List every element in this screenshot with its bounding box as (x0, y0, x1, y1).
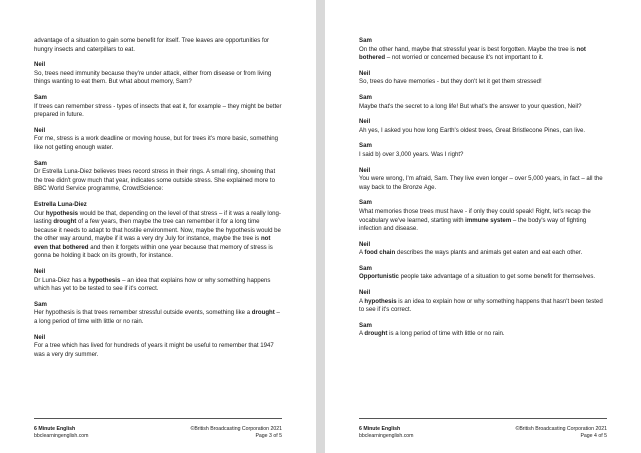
speaker-name: Neil (359, 118, 371, 126)
dialogue-text (34, 37, 282, 54)
text-run: – the body's way of fighting infection and disease. (359, 216, 587, 233)
vocabulary-term: food chain (364, 249, 396, 257)
dialogue-block (359, 289, 607, 315)
dialogue-block (34, 94, 282, 120)
speaker-name: Neil (34, 61, 46, 69)
speaker-name: Neil (359, 69, 371, 77)
vocabulary-term: immune system (465, 216, 512, 224)
vocabulary-term: drought (251, 309, 275, 317)
dialogue-block (34, 201, 282, 261)
speaker-name: Sam (359, 93, 372, 101)
dialogue-block (359, 118, 607, 135)
text-run: is an idea to explain how or why something happens that hasn't been tested to see if it's correct. (359, 297, 603, 314)
footer-copyright: ©British Broadcasting Corporation 2021 (190, 426, 282, 432)
text-run: If trees can remember stress - types of insects that eat it, for example – they might be better prepared in future. (34, 102, 282, 119)
speaker-name: Sam (359, 321, 372, 329)
dialogue-text (359, 208, 607, 234)
text-run: I said b) over 3,000 years. Was I right? (359, 150, 464, 158)
speaker-name: Estrella Luna-Diez (34, 200, 87, 208)
text-run: would be that, depending on the level of that stress – if it was a really long-lasting (34, 209, 281, 226)
dialogue-block (359, 167, 607, 193)
dialogue-text (359, 46, 607, 63)
vocabulary-term: hypothesis (364, 297, 397, 305)
text-run: Her hypothesis is that trees remember stressful outside events, something like a (34, 309, 252, 317)
dialogue-text (34, 103, 282, 120)
text-run: Dr Luna-Diez has a (34, 276, 89, 284)
speaker-name: Sam (359, 199, 372, 207)
speaker-name: Neil (34, 333, 46, 341)
text-run: – not worried or concerned because it's not important to it. (385, 54, 544, 62)
speaker-name: Neil (359, 240, 371, 248)
footer-site: bbclearningenglish.com (359, 433, 414, 439)
dialogue-block (34, 37, 282, 54)
dialogue-block (359, 322, 607, 339)
dialogue-text (34, 277, 282, 294)
dialogue-text (359, 151, 607, 160)
speaker-name: Neil (359, 166, 371, 174)
page-footer (34, 418, 282, 439)
text-run: For me, stress is a work deadline or moving house, but for trees it's more basic, something like not getting enough water. (34, 135, 278, 151)
text-run: On the other hand, maybe that stressful year is best forgotten. Maybe the tree is (359, 45, 577, 53)
speaker-name: Sam (34, 159, 47, 167)
document-page-3 (0, 0, 316, 453)
footer-brand: 6 Minute English (34, 426, 76, 432)
text-run: For a tree which has lived for hundreds of years it might be useful to remember that 1947 was a very dry summer. (34, 342, 274, 358)
vocabulary-term: not bothered (359, 45, 586, 62)
dialogue-text (34, 70, 282, 87)
vocabulary-term: not even that bothered (34, 235, 271, 251)
text-run: – a long period of time with little or no rain. (34, 309, 280, 326)
dialogue-block (359, 199, 607, 233)
dialogue-block (34, 334, 282, 360)
dialogue-text (359, 78, 607, 87)
dialogue-block (34, 268, 282, 294)
text-run: A (359, 249, 365, 257)
text-run: – an idea that explains how or why something happens which has yet to be tested to see if it's correct. (34, 276, 271, 293)
transcript-content (359, 37, 607, 339)
transcript-content (34, 37, 282, 359)
text-run: and then it forgets within one year because that memory of stress is gonna be holding it back on its growth, for instance. (34, 243, 273, 260)
text-run: is a long period of time with little or no rain. (387, 330, 505, 338)
dialogue-block (34, 301, 282, 327)
footer-site: bbclearningenglish.com (34, 433, 89, 439)
document-page-4 (325, 0, 641, 453)
dialogue-text (34, 168, 282, 194)
dialogue-block (359, 70, 607, 87)
dialogue-text (34, 135, 282, 152)
text-run: A (359, 297, 365, 305)
speaker-name: Sam (359, 37, 372, 44)
footer-brand: 6 Minute English (359, 426, 401, 432)
speaker-name: Neil (34, 268, 46, 276)
speaker-name: Neil (34, 126, 46, 134)
vocabulary-term: Opportunistic (359, 273, 399, 281)
dialogue-block (359, 37, 607, 63)
text-run: So, trees need immunity because they're under attack, either from disease or from living things wanting to eat them. But what about memory, Sam? (34, 69, 272, 86)
page-footer (359, 418, 607, 439)
dialogue-text (34, 309, 282, 326)
dialogue-text (34, 210, 282, 262)
text-run: What memories those trees must have - if only they could speak! Right, let's recap the vocabulary we've learned, starting with (359, 207, 591, 224)
speaker-name: Sam (34, 300, 47, 308)
text-run: So, trees do have memories - but they don't let it get them stressed! (359, 78, 542, 86)
footer-copyright: ©British Broadcasting Corporation 2021 (515, 426, 607, 432)
dialogue-block (359, 265, 607, 282)
dialogue-text (359, 103, 607, 112)
dialogue-text (359, 249, 607, 258)
dialogue-text (359, 330, 607, 339)
text-run: describes the ways plants and animals get eaten and eat each other. (395, 249, 583, 257)
dialogue-text (359, 127, 607, 136)
text-run: people take advantage of a situation to get some benefit for themselves. (398, 273, 596, 281)
dialogue-text (34, 342, 282, 359)
text-run: Maybe that's the secret to a long life! But what's the answer to your question, Neil? (359, 102, 582, 110)
footer-page-number: Page 4 of 5 (580, 433, 607, 439)
speaker-name: Sam (34, 93, 47, 101)
dialogue-block (34, 61, 282, 87)
text-run: of a few years, then maybe the tree can remember it for a long time because it needs to adapt to that hostile environment. Now, maybe the hypothesis would be the other way around, maybe if it was a very dry July for instance, maybe the tree is (34, 218, 281, 243)
text-run: Ah yes, I asked you how long Earth's oldest trees, Great Bristlecone Pines, can live. (359, 126, 586, 134)
dialogue-block (359, 94, 607, 111)
dialogue-text (359, 298, 607, 315)
text-run: Dr Estrella Luna-Diez believes trees record stress in their rings. A small ring, showing that the tree didn't grow much that year, indicates some outside stress. She explained more to BBC World Service programme, CrowdScience: (34, 168, 276, 193)
dialogue-block (34, 160, 282, 194)
text-run: advantage of a situation to gain some benefit for itself. Tree leaves are opportunities for hungry insects and caterpillars to eat. (34, 37, 270, 53)
text-run: You were wrong, I'm afraid, Sam. They live even longer – over 5,000 years, in fact – all the way back to the Bronze Age. (359, 175, 603, 191)
dialogue-text (359, 273, 607, 282)
speaker-name: Neil (359, 289, 371, 297)
vocabulary-term: hypothesis (45, 209, 79, 217)
text-run: A (359, 330, 365, 338)
dialogue-text (359, 175, 607, 192)
text-run: Our (34, 209, 46, 217)
dialogue-block (34, 127, 282, 153)
vocabulary-term: drought (364, 330, 388, 338)
vocabulary-term: drought (53, 218, 77, 226)
footer-page-number: Page 3 of 5 (255, 433, 282, 439)
vocabulary-term: hypothesis (88, 276, 121, 284)
dialogue-block (359, 142, 607, 159)
speaker-name: Sam (359, 264, 372, 272)
speaker-name: Sam (359, 142, 372, 150)
dialogue-block (359, 241, 607, 258)
